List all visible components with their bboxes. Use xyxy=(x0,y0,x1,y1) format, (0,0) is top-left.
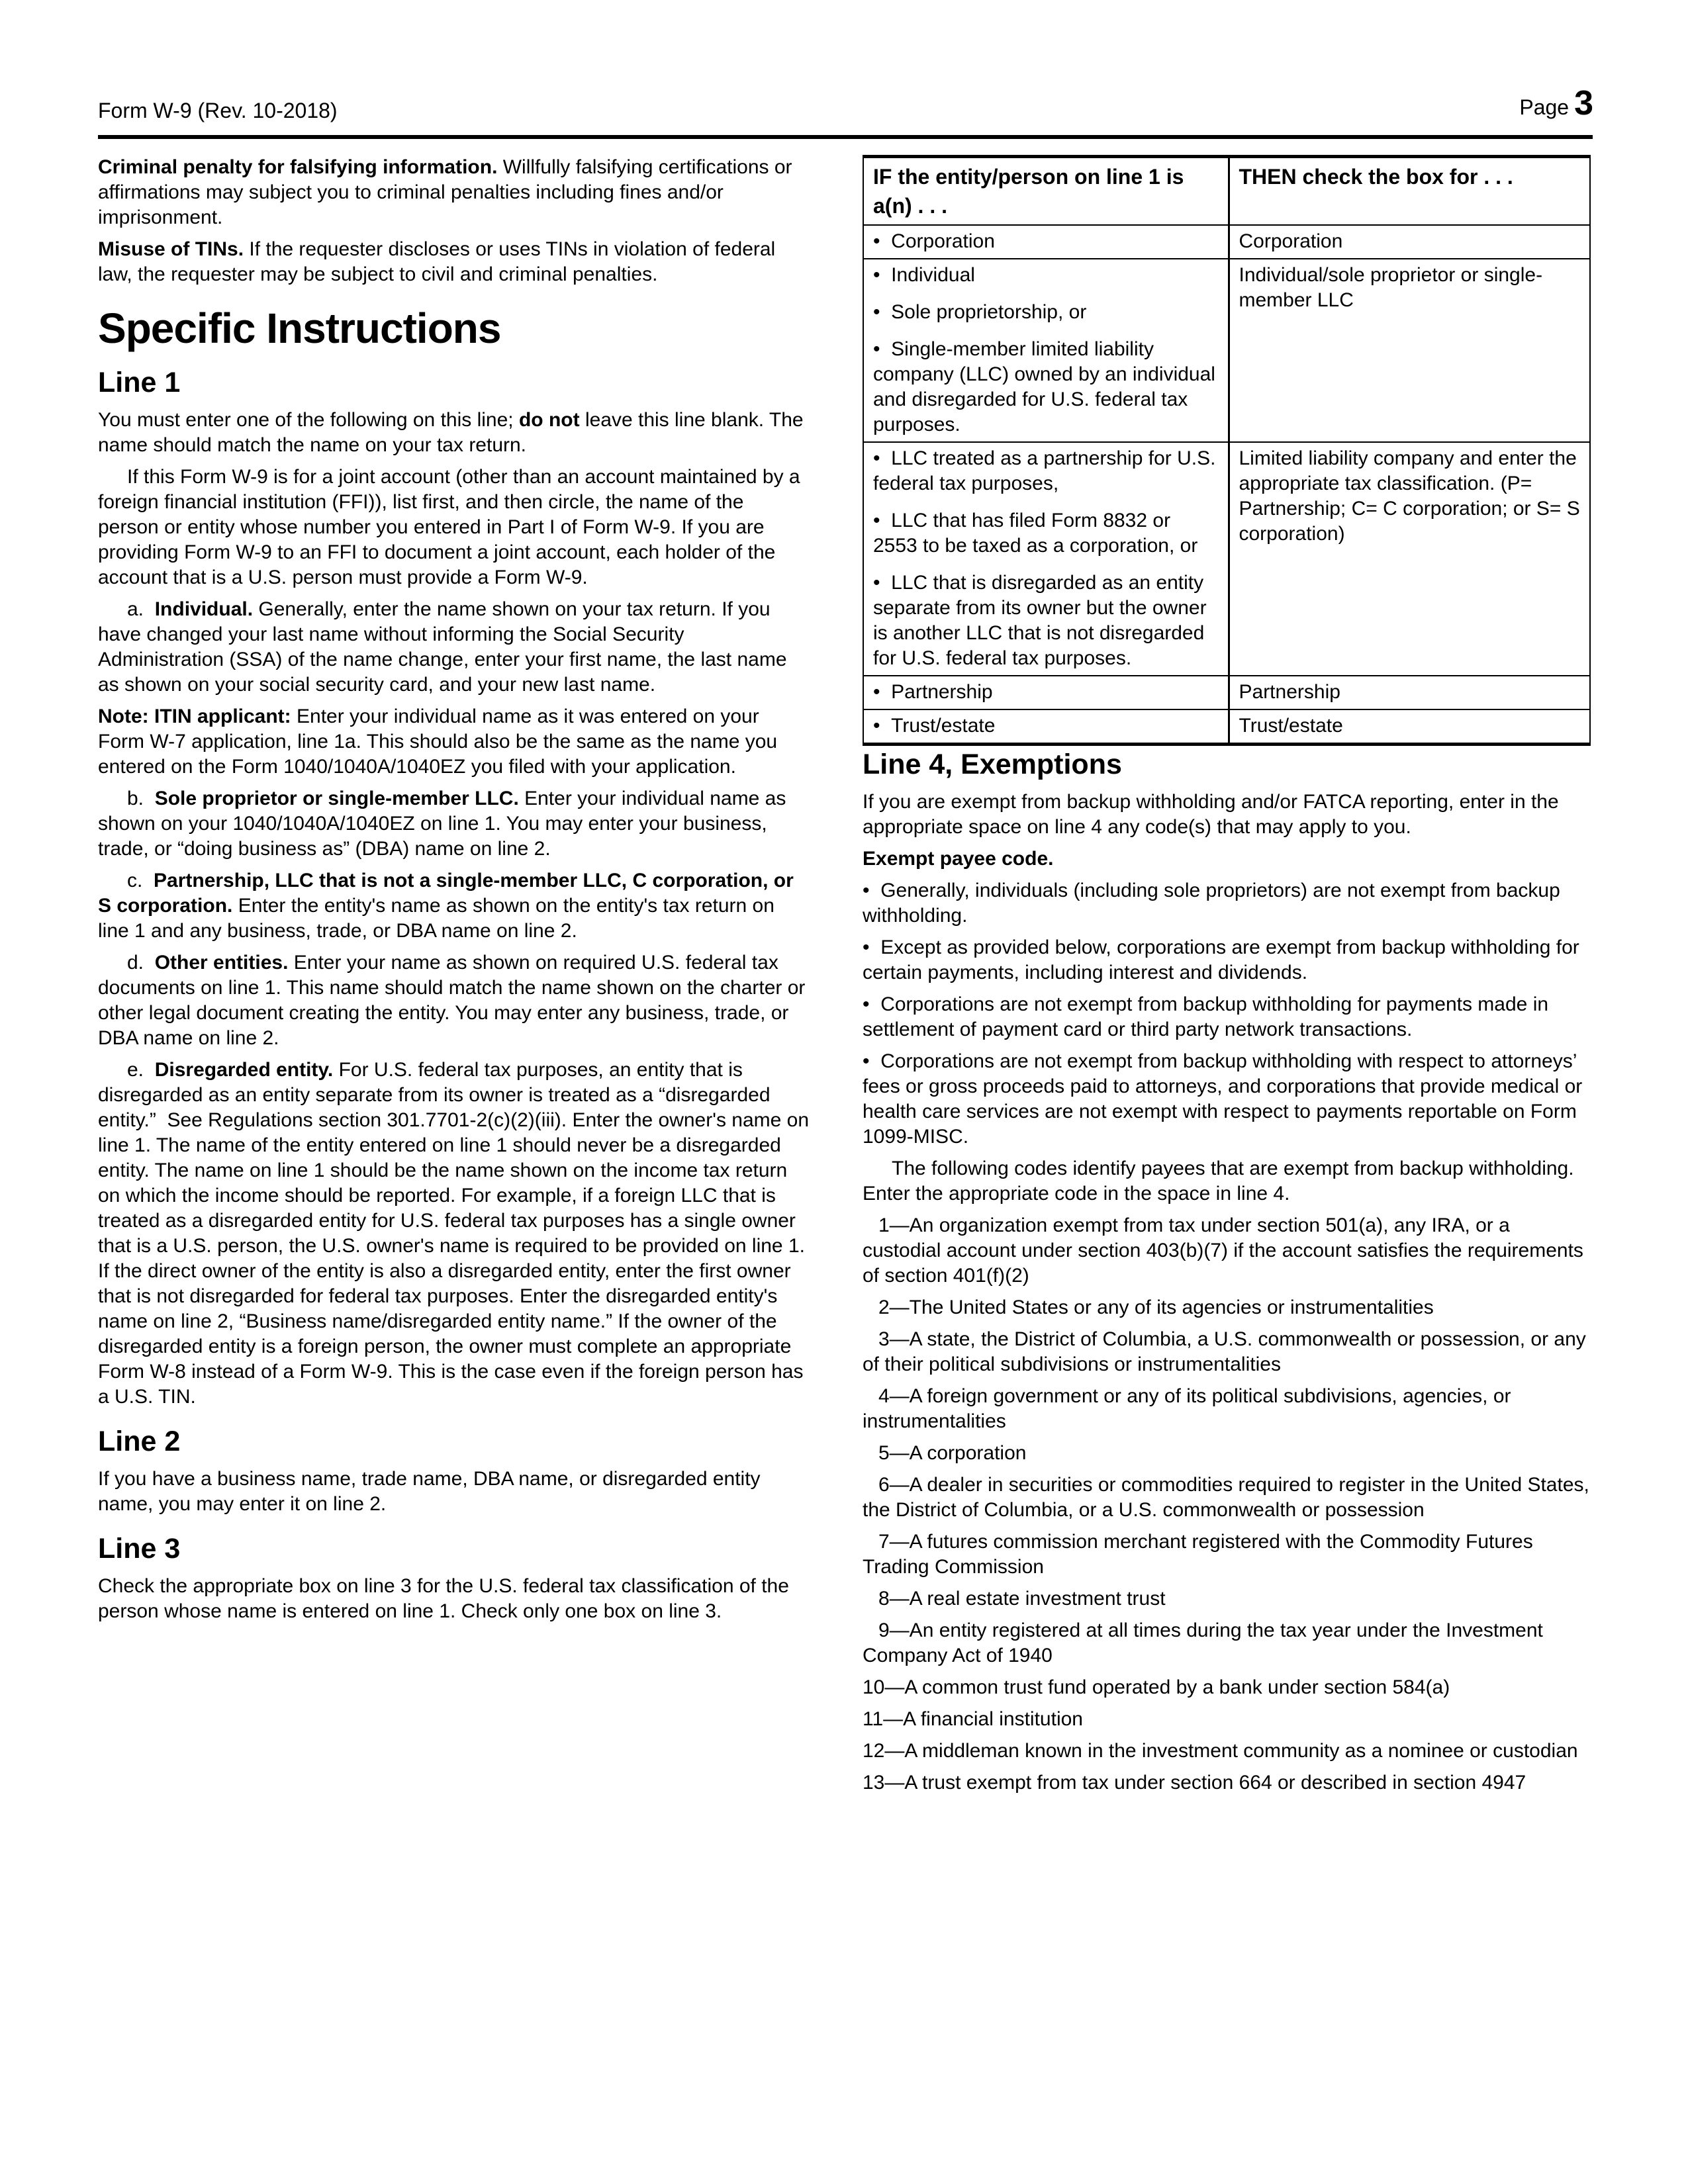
itin-note-paragraph: Note: ITIN applicant: Enter your individual name as it was entered on your Form W-7 application, line 1a. This should also be the same as the name you entered on the Form 1040/1040A/1040EZ you filed with your application. xyxy=(98,705,778,778)
exempt-code-5: 5—A corporation xyxy=(878,1442,1027,1464)
table-row xyxy=(863,442,1590,676)
if-bullet-item: • Corporation xyxy=(873,230,995,252)
criminal-penalty-paragraph: Criminal penalty for falsifying information. Willfully falsifying certifications or affirmations may subject you to criminal penalties including fines and/or imprisonment. xyxy=(98,156,792,228)
exempt-code-1: 1—An organization exempt from tax under section 501(a), any IRA, or a custodial account under section 403(b)(7) if the account satisfies the requirements of section 401(f)(2) xyxy=(863,1214,1583,1287)
table-header-row xyxy=(863,157,1590,226)
joint-account-paragraph: If this Form W-9 is for a joint account (other than an account maintained by a foreign financial institution (FFI)), list first, and then circle, the name of the person or entity whose number you entered in Part I of Form W-9. If you are providing Form W-9 to an FFI to document a joint account, each holder of the account that is a U.S. person must provide a Form W-9. xyxy=(98,466,800,588)
entity-classification-table xyxy=(863,155,1591,746)
if-bullet-item: • Trust/estate xyxy=(873,715,996,737)
misuse-of-tins-paragraph: Misuse of TINs. If the requester discloses or uses TINs in violation of federal law, the requester may be subject to civil and criminal penalties. xyxy=(98,238,776,285)
exempt-code-9: 9—An entity registered at all times during the tax year under the Investment Company Act of 1940 xyxy=(863,1619,1543,1666)
then-cell: Limited liability company and enter the appropriate tax classification. (P= Partnership; C= C corporation; or S= S corporation) xyxy=(1229,442,1590,676)
exempt-code-12: 12—A middleman known in the investment community as a nominee or custodian xyxy=(863,1740,1578,1762)
then-cell: Trust/estate xyxy=(1229,709,1590,745)
exempt-code-8: 8—A real estate investment trust xyxy=(878,1588,1166,1610)
table-row xyxy=(863,676,1590,709)
page-label: Page xyxy=(1519,95,1570,119)
then-cell: Partnership xyxy=(1229,676,1590,709)
if-bullet-item: • LLC that is disregarded as an entity separate from its owner but the owner is another LLC that is not disregarded for U.S. federal tax purposes. xyxy=(873,572,1207,669)
table-header-then: THEN check the box for . . . xyxy=(1229,157,1590,226)
exempt-code-13: 13—A trust exempt from tax under section 664 or described in section 4947 xyxy=(863,1772,1526,1794)
line1-intro-paragraph: You must enter one of the following on this line; do not leave this line blank. The name should match the name on your tax return. xyxy=(98,409,804,456)
if-cell xyxy=(863,259,1229,442)
page-number: 3 xyxy=(1574,84,1593,122)
then-cell: Corporation xyxy=(1229,225,1590,259)
exempt-bullet-4: • Corporations are not exempt from backup withholding with respect to attorneys’ fees or gross proceeds paid to attorneys, and corporations that provide medical or health care services are not exempt with respect to payments reportable on Form 1099-MISC. xyxy=(863,1050,1583,1148)
exempt-bullet-2: • Except as provided below, corporations are exempt from backup withholding for certain payments, including interest and dividends. xyxy=(863,936,1579,983)
exempt-code-10: 10—A common trust fund operated by a bank under section 584(a) xyxy=(863,1676,1450,1698)
specific-instructions-title: Specific Instructions xyxy=(98,304,501,352)
line4-intro-paragraph: If you are exempt from backup withholding and/or FATCA reporting, enter in the appropriate space on line 4 any code(s) that may apply to you. xyxy=(863,791,1559,838)
if-cell xyxy=(863,442,1229,676)
partnership-c-s-paragraph: c. Partnership, LLC that is not a single-member LLC, C corporation, or S corporation. Enter the entity's name as shown on the entity's tax return on line 1 and any business, trade, or DBA name on line 2. xyxy=(98,870,794,942)
exempt-bullet-3: • Corporations are not exempt from backup withholding for payments made in settlement of payment card or third party network transactions. xyxy=(863,993,1549,1040)
line-1-heading: Line 1 xyxy=(98,367,181,398)
if-cell xyxy=(863,676,1229,709)
right-column xyxy=(863,155,1591,1802)
exempt-code-7: 7—A futures commission merchant registered with the Commodity Futures Trading Commission xyxy=(863,1531,1533,1578)
exempt-bullet-1: • Generally, individuals (including sole proprietors) are not exempt from backup withholding. xyxy=(863,880,1560,927)
disregarded-entity-paragraph: e. Disregarded entity. For U.S. federal tax purposes, an entity that is disregarded as an entity separate from its owner is treated as a “disregarded entity.” See Regulations section 301.7701-2(c)(2)(iii). Enter the owner's name on line 1. The name of the entity entered on line 1 should never be a disregarded entity. The name on line 1 should be the name shown on the income tax return on which the income should be reported. For example, if a foreign LLC that is treated as a disregarded entity for U.S. federal tax purposes has a single owner that is a U.S. person, the U.S. owner's name is required to be provided on line 1. If the direct owner of the entity is also a disregarded entity, enter the first owner that is not disregarded for federal tax purposes. Enter the disregarded entity's name on line 2, “Business name/disregarded entity name.” If the owner of the disregarded entity is a foreign person, the owner must complete an appropriate Form W-8 instead of a Form W-9. This is the case even if the foreign person has a U.S. TIN. xyxy=(98,1059,810,1408)
table-row xyxy=(863,225,1590,259)
individual-paragraph: a. Individual. Generally, enter the name shown on your tax return. If you have changed your last name without informing the Social Security Administration (SSA) of the name change, enter your first name, the last name as shown on your social security card, and your new last name. xyxy=(98,598,787,696)
sole-proprietor-paragraph: b. Sole proprietor or single-member LLC. Enter your individual name as shown on your 1040/1040A/1040EZ on line 1. You may enter your business, trade, or “doing business as” (DBA) name on line 2. xyxy=(98,788,786,860)
right-column-text xyxy=(863,749,1591,1796)
line-2-heading: Line 2 xyxy=(98,1426,181,1457)
table-header-if: IF the entity/person on line 1 is a(n) . . . xyxy=(863,157,1229,226)
left-column xyxy=(98,155,810,1631)
form-revision: Form W-9 (Rev. 10-2018) xyxy=(98,99,338,122)
other-entities-paragraph: d. Other entities. Enter your name as shown on required U.S. federal tax documents on line 1. This name should match the name shown on the charter or other legal document creating the entity. You may enter any business, trade, or DBA name on line 2. xyxy=(98,952,806,1049)
table-row xyxy=(863,709,1590,745)
exempt-code-2: 2—The United States or any of its agencies or instrumentalities xyxy=(878,1297,1434,1318)
if-cell xyxy=(863,709,1229,745)
exempt-code-4: 4—A foreign government or any of its political subdivisions, agencies, or instrumentalities xyxy=(863,1385,1511,1432)
exempt-payee-code-heading: Exempt payee code. xyxy=(863,848,1054,870)
page-indicator xyxy=(1519,83,1593,123)
codes-intro-paragraph: The following codes identify payees that are exempt from backup withholding. Enter the appropriate code in the space in line 4. xyxy=(863,1158,1574,1205)
table-row xyxy=(863,259,1590,442)
line-4-heading: Line 4, Exemptions xyxy=(863,749,1122,780)
header-rule xyxy=(98,135,1593,139)
if-bullet-item: • LLC that has filed Form 8832 or 2553 to be taxed as a corporation, or xyxy=(873,510,1198,557)
exempt-code-3: 3—A state, the District of Columbia, a U.S. commonwealth or possession, or any of their political subdivisions or instrumentalities xyxy=(863,1328,1586,1375)
then-cell: Individual/sole proprietor or single-member LLC xyxy=(1229,259,1590,442)
if-bullet-item: • Individual xyxy=(873,264,975,286)
if-cell xyxy=(863,225,1229,259)
exempt-code-6: 6—A dealer in securities or commodities required to register in the United States, the District of Columbia, or a U.S. commonwealth or possession xyxy=(863,1474,1589,1521)
if-bullet-item: • Sole proprietorship, or xyxy=(873,301,1087,323)
line3-paragraph: Check the appropriate box on line 3 for the U.S. federal tax classification of the person whose name is entered on line 1. Check only one box on line 3. xyxy=(98,1575,789,1622)
line-3-heading: Line 3 xyxy=(98,1533,181,1565)
entity-classification-table-container xyxy=(863,155,1591,746)
exempt-code-11: 11—A financial institution xyxy=(863,1708,1083,1730)
line2-paragraph: If you have a business name, trade name, DBA name, or disregarded entity name, you may enter it on line 2. xyxy=(98,1468,761,1515)
if-bullet-item: • Single-member limited liability company (LLC) owned by an individual and disregarded for U.S. federal tax purposes. xyxy=(873,338,1215,435)
if-bullet-item: • Partnership xyxy=(873,681,993,703)
if-bullet-item: • LLC treated as a partnership for U.S. federal tax purposes, xyxy=(873,447,1216,494)
